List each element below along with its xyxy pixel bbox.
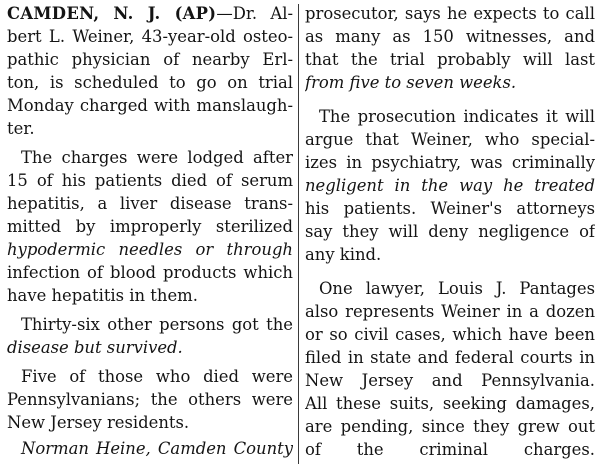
- article-line: hepatitis, a liver disease trans-: [7, 194, 293, 213]
- lead-text: —Dr. Al-: [216, 4, 293, 23]
- article-line: as many as 150 witnesses, and: [305, 27, 595, 46]
- article-line: Pennsylvanians; the others were: [7, 390, 293, 409]
- article-line: bert L. Weiner, 43-year-old osteo-: [7, 27, 293, 46]
- article-line: izes in psychiatry, was criminally: [305, 153, 595, 172]
- article-line: negligent in the way he treated: [305, 176, 595, 195]
- article-line: All these suits, seeking damages,: [305, 394, 595, 413]
- article-line: from five to seven weeks.: [305, 73, 517, 92]
- article-line: mitted by improperly sterilized: [7, 217, 293, 236]
- article-line: hypodermic needles or through: [7, 240, 293, 259]
- article-line: that the trial probably will last: [305, 50, 595, 69]
- article-line: pathic physician of nearby Erl-: [7, 50, 293, 69]
- article-line: Monday charged with manslaugh-: [7, 96, 293, 115]
- article-line: say they will deny negligence of: [305, 222, 595, 241]
- article-line: Thirty-six other persons got the: [21, 315, 293, 334]
- article-line: New Jersey and Pennsylvania.: [305, 371, 595, 390]
- column-divider: [298, 4, 299, 464]
- article-line: also represents Weiner in a dozen: [305, 302, 595, 321]
- article-line: any kind.: [305, 245, 382, 264]
- article-line: 15 of his patients died of serum: [7, 171, 293, 190]
- article-line: One lawyer, Louis J. Pantages: [319, 279, 595, 298]
- article-line: infection of blood products which: [7, 263, 293, 282]
- article-line: disease but survived.: [7, 338, 183, 357]
- article-line: The prosecution indicates it will: [319, 107, 595, 126]
- article-line: argue that Weiner, who special-: [305, 130, 595, 149]
- article-line: ton, is scheduled to go on trial: [7, 73, 293, 92]
- article-line: [7, 3, 293, 25]
- article-line: Five of those who died were: [21, 367, 293, 386]
- article-line: are pending, since they grew out: [305, 417, 595, 436]
- dateline: CAMDEN, N. J. (AP): [7, 4, 217, 23]
- article-line: New Jersey residents.: [7, 413, 190, 432]
- article-line: The charges were lodged after: [21, 148, 293, 167]
- article-line: of the criminal charges.: [305, 440, 595, 459]
- article-line: Norman Heine, Camden County: [21, 439, 293, 458]
- article-line: filed in state and federal courts in: [305, 348, 595, 367]
- article-line: ter.: [7, 119, 35, 138]
- article-line: prosecutor, says he expects to call: [305, 4, 595, 23]
- article-line: have hepatitis in them.: [7, 286, 198, 305]
- article-line: his patients. Weiner's attorneys: [305, 199, 595, 218]
- article-line: or so civil cases, which have been: [305, 325, 595, 344]
